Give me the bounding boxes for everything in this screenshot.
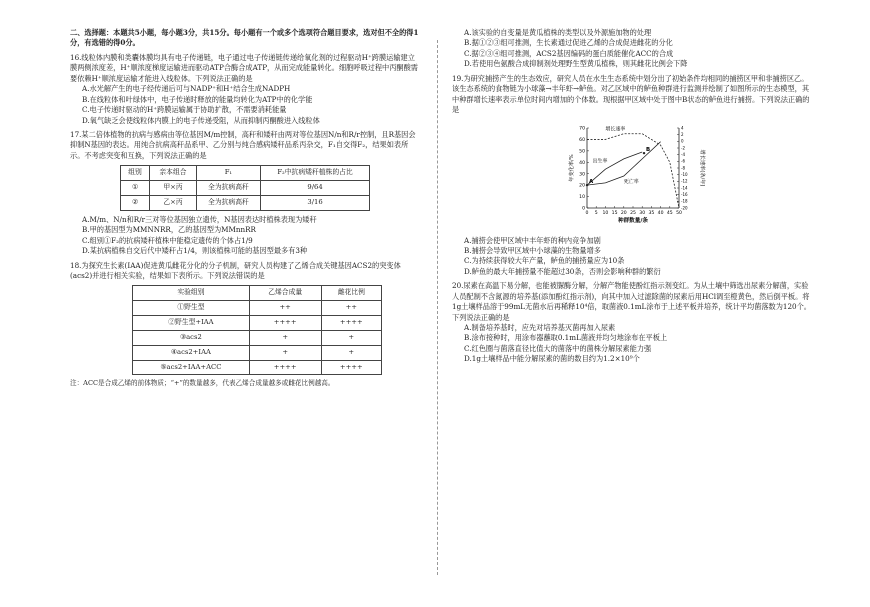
q17-option-a: A.M/m、N/n和R/r三对等位基因独立遗传，N基因表达时植株表现为矮秆 bbox=[82, 214, 317, 224]
point-label-B: B bbox=[646, 146, 651, 153]
table-cell: ② bbox=[121, 195, 150, 210]
question-16 bbox=[70, 53, 420, 126]
question-19 bbox=[452, 74, 812, 278]
y-right-tick-label: -8 bbox=[681, 164, 685, 170]
x-tick-label: 10 bbox=[602, 210, 609, 216]
q19-option-d: D.鲈鱼的最大年捕捞量不能超过30条，否则会影响种群的繁衍 bbox=[464, 266, 661, 276]
table-cell: ③acs2 bbox=[133, 330, 250, 345]
left-column bbox=[70, 28, 420, 389]
x-tick-label: 50 bbox=[676, 210, 682, 216]
y-right-tick-label: -20 bbox=[681, 204, 688, 210]
population-chart bbox=[567, 122, 707, 232]
point-A bbox=[586, 183, 588, 185]
q20-option-d: D.1g土壤样品中能分解尿素的菌的数目约为1.2×10⁹个 bbox=[464, 354, 640, 364]
table-cell: 全为抗病高秆 bbox=[196, 195, 260, 210]
q16-option-b: B.在线粒体和叶绿体中，电子传递时释放的能量均转化为ATP中的化学能 bbox=[82, 94, 313, 104]
y-left-tick-label: 10 bbox=[579, 194, 585, 200]
q16-option-d: D.氧气缺乏会使线粒体内膜上的电子传递受阻，从而抑制丙酮酸进入线粒体 bbox=[82, 115, 320, 125]
q20-option-a: A.制备培养基时，应先对培养基灭菌再加入尿素 bbox=[464, 323, 616, 332]
q16-option-a: A.水光解产生的电子经传递后可与NADP⁺和H⁺结合生成NADPH bbox=[82, 84, 291, 94]
table-cell: 3/16 bbox=[261, 195, 370, 210]
series-label-death: 死亡率 bbox=[623, 178, 639, 185]
table-row bbox=[133, 360, 382, 375]
table-cell: ⑤acs2+IAA+ACC bbox=[133, 360, 250, 375]
table-cell: ++++ bbox=[249, 316, 321, 331]
table-row bbox=[133, 301, 382, 316]
table-cell: 全为抗病高秆 bbox=[196, 181, 260, 196]
table-row bbox=[133, 316, 382, 331]
table-header: F₁ bbox=[196, 166, 260, 181]
y-right-tick-label: 0 bbox=[681, 138, 684, 144]
y-left-tick-label: 0 bbox=[582, 206, 585, 212]
y-left-tick-label: 50 bbox=[579, 148, 585, 154]
table-row bbox=[133, 330, 382, 345]
q17-stem: 17.某二倍体植物的抗病与感病由等位基因M/m控制，高秆和矮秆由两对等位基因N/n和R/r控制，且R基因会抑制N基因的表达。用纯合抗病高秆品系甲、乙分别与纯合感病矮秆品系丙杂交，F₁自交得F₂，结果如表所示。不考虑突变和互换，下列说法正确的是 bbox=[70, 129, 416, 160]
x-tick-label: 45 bbox=[666, 210, 673, 216]
y-right-tick-label: -2 bbox=[681, 144, 685, 150]
table-header: 雌花比例 bbox=[321, 286, 381, 301]
q18-option-a: A.该实验的自变量是黄瓜植株的类型以及外源施加物的处理 bbox=[464, 28, 652, 37]
table-cell: ①野生型 bbox=[133, 301, 250, 316]
y-right-tick-label: -18 bbox=[681, 198, 688, 204]
q17-option-d: D.某抗病植株自交后代中矮秆占1/4，则该植株可能的基因型最多有3种 bbox=[82, 246, 308, 256]
question-20 bbox=[452, 281, 812, 365]
series-line-2 bbox=[587, 133, 679, 207]
q17-option-b: B.甲的基因型为MMNNRR，乙的基因型为MMnnRR bbox=[82, 225, 256, 235]
table-header: F₂中抗病矮秆植株的占比 bbox=[261, 166, 370, 181]
q18-stem: 18.为探究生长素(IAA)促进黄瓜雌花分化的分子机制，研究人员构建了乙烯合成关键基因ACS2的突变体(acs2)并进行相关实验，结果如下表所示。下列说法错误的是 bbox=[70, 260, 401, 280]
column-divider bbox=[437, 40, 438, 575]
q20-option-b: B.涂布接种时，用涂布器蘸取0.1mL菌液并均匀地涂布在平板上 bbox=[464, 333, 668, 343]
y-right-tick-label: -4 bbox=[681, 151, 685, 157]
table-cell: ++ bbox=[249, 301, 321, 316]
q18-option-c: C.据②③④组可推测，ACS2基因编码的蛋白质能催化ACC的合成 bbox=[464, 48, 674, 58]
y-left-tick-label: 60 bbox=[579, 137, 585, 143]
table-row bbox=[121, 181, 370, 196]
q17-option-c: C.组别①F₂的抗病矮秆植株中能稳定遗传的个体占1/9 bbox=[82, 235, 253, 245]
point-B bbox=[643, 151, 645, 153]
y-left-tick-label: 70 bbox=[579, 126, 585, 132]
y-right-axis-title: 增长速率(条/年) bbox=[699, 149, 705, 186]
x-axis-title: 种群数量/条 bbox=[617, 217, 649, 224]
q18-table bbox=[132, 285, 382, 375]
q19-stem: 19.为研究捕捞产生的生态效应，研究人员在水生生态系统中划分出了初始条件均相同的捕捞区甲和非捕捞区乙。该生态系统的食物链为小球藻→丰年虾→鲈鱼。对乙区域中的鲈鱼种群进行监测并绘制了如图所示的生态模型，其中种群增长速率表示单位时间内增加的个体数。现根据甲区域中处于图中B状态的鲈鱼进行捕捞。下列说法正确的是 bbox=[452, 73, 810, 115]
y-right-tick-label: 4 bbox=[681, 124, 684, 130]
q18-option-b: B.据①②③组可推测，生长素通过促进乙烯的合成促进雌花的分化 bbox=[464, 38, 673, 48]
q17-table bbox=[120, 165, 370, 211]
series-label-birth: 出生率 bbox=[592, 157, 608, 164]
x-tick-label: 30 bbox=[639, 210, 646, 216]
table-row bbox=[133, 345, 382, 360]
table-cell: 9/64 bbox=[261, 181, 370, 196]
x-tick-label: 5 bbox=[594, 210, 598, 216]
x-tick-label: 35 bbox=[648, 210, 655, 216]
question-18 bbox=[70, 261, 420, 389]
y-left-axis-title: 年变化率/% bbox=[569, 153, 575, 182]
y-right-tick-label: -6 bbox=[681, 158, 685, 164]
table-cell: 甲×丙 bbox=[150, 181, 197, 196]
x-tick-label: 40 bbox=[657, 210, 664, 216]
x-tick-label: 15 bbox=[611, 210, 618, 216]
y-right-tick-label: -16 bbox=[681, 191, 688, 197]
y-left-tick-label: 30 bbox=[579, 171, 585, 177]
table-cell: ++++ bbox=[321, 316, 381, 331]
table-cell: + bbox=[321, 345, 381, 360]
table-cell: ① bbox=[121, 181, 150, 196]
q19-option-c: C.为持续获得较大年产量，鲈鱼的捕捞量应为10条 bbox=[464, 256, 625, 266]
q18-option-d: D.若使用色氨酸合成抑制剂处理野生型黄瓜植株，则其雌花比例会下降 bbox=[464, 59, 688, 69]
y-right-tick-label: -10 bbox=[681, 171, 688, 177]
table-cell: ++++ bbox=[321, 360, 381, 375]
series-label-growth: 增长速率 bbox=[605, 125, 626, 132]
x-tick-label: 25 bbox=[630, 210, 636, 216]
table-cell: 乙×丙 bbox=[150, 195, 197, 210]
q16-option-c: C.电子传递时驱动的H⁺跨膜运输属于协助扩散，不需要消耗能量 bbox=[82, 105, 287, 115]
table-cell: ②野生型+IAA bbox=[133, 316, 250, 331]
question-17 bbox=[70, 130, 420, 257]
y-left-tick-label: 20 bbox=[579, 183, 585, 189]
q20-stem: 20.尿素在高温下易分解，也能被脲酶分解，分解产物能使酚红指示剂变红。为从土壤中筛选出尿素分解菌，实验人员配制不含氮源的培养基(添加酚红指示剂)，向其中加入过滤除菌的尿素后用HCl调至橙黄色，然后倒平板。将1g土壤样品溶于99mL无菌水后再稀释10⁴倍，取菌液0.1mL涂布于上述平板并培养，统计平均菌落数为120个。下列说法正确的是 bbox=[452, 281, 811, 322]
table-row bbox=[121, 195, 370, 210]
chart-svg bbox=[567, 122, 707, 232]
q20-option-c: C.红色圈与菌落直径比值大的菌落中的菌株分解尿素能力强 bbox=[464, 343, 652, 353]
q18-note: 注：ACC是合成乙烯的前体物质；“+”的数量越多，代表乙烯合成量越多或雌花比例越高。 bbox=[70, 379, 335, 388]
y-right-tick-label: -12 bbox=[681, 178, 688, 184]
q16-stem: 16.线粒体内膜和类囊体膜均具有电子传递链，电子通过电子传递链传递给氧化剂的过程驱动H⁺跨膜运输建立膜两侧浓度差，H⁺顺浓度梯度运输进而驱动ATP合酶合成ATP，从而完成能量转化。细胞呼吸过程中丙酮酸需要依赖H⁺顺浓度运输才能进入线粒体。下列说法正确的是 bbox=[70, 52, 418, 83]
table-cell: + bbox=[321, 330, 381, 345]
q19-option-a: A.捕捞会使甲区域中丰年虾的种内竞争加剧 bbox=[464, 235, 601, 245]
q19-option-b: B.捕捞会导致甲区域中小球藻的生物量增多 bbox=[464, 245, 601, 255]
table-header: 亲本组合 bbox=[150, 166, 197, 181]
x-tick-label: 0 bbox=[585, 210, 589, 216]
point-label-A: A bbox=[589, 178, 594, 185]
table-cell: ++ bbox=[321, 301, 381, 316]
table-header: 乙烯合成量 bbox=[249, 286, 321, 301]
y-right-tick-label: 2 bbox=[681, 131, 684, 137]
table-header: 组别 bbox=[121, 166, 150, 181]
table-header: 实验组别 bbox=[133, 286, 250, 301]
section-header: 二、选择题：本题共5小题，每小题3分，共15分。每小题有一个或多个选项符合题目要求，选对但不全的得1分，有选错的得0分。 bbox=[70, 28, 419, 48]
y-right-tick-label: -14 bbox=[681, 184, 688, 190]
table-cell: ++++ bbox=[249, 360, 321, 375]
table-cell: + bbox=[249, 330, 321, 345]
table-cell: ④acs2+IAA bbox=[133, 345, 250, 360]
x-tick-label: 20 bbox=[620, 210, 627, 216]
y-left-tick-label: 40 bbox=[579, 160, 585, 166]
table-cell: + bbox=[249, 345, 321, 360]
right-column bbox=[452, 28, 812, 365]
